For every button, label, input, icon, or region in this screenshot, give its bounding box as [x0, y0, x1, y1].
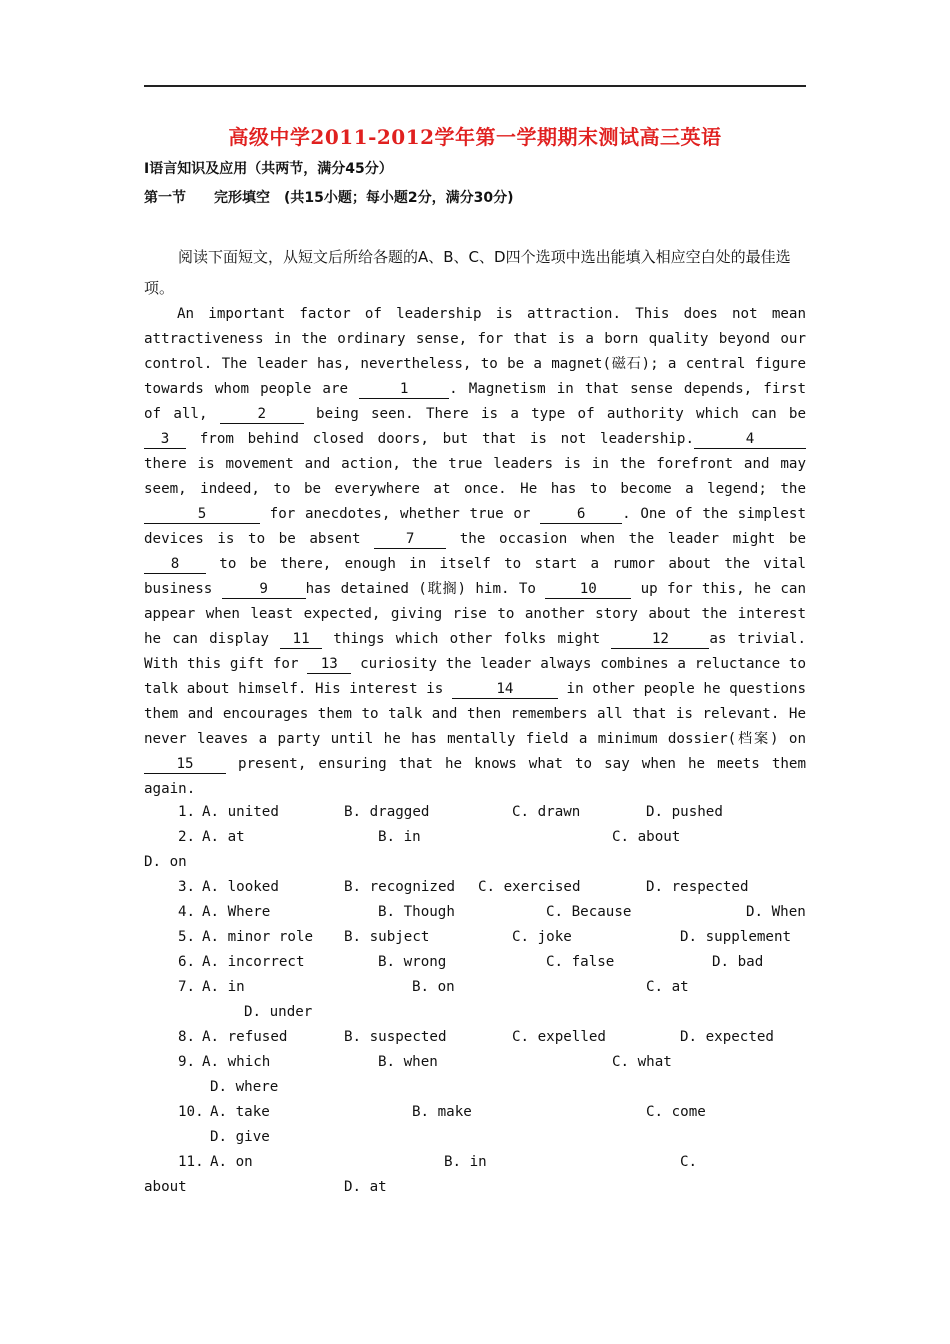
blank-7: 7	[374, 530, 446, 549]
option-d: D. bad	[712, 954, 764, 970]
option-c: C. at	[646, 979, 689, 995]
top-rule	[144, 85, 806, 87]
option-d: D. where	[210, 1079, 279, 1095]
option-d: D. under	[244, 1004, 313, 1020]
passage-text: present, ensuring that he knows what to say when he meets them again.	[144, 756, 806, 797]
question-number: 11.	[178, 1154, 204, 1170]
section-heading: I语言知识及应用（共两节，满分45分）	[144, 161, 393, 177]
passage-text: has detained (耽搁) him. To	[305, 581, 546, 597]
passage-text: for anecdotes, whether true or	[260, 506, 541, 522]
option-b: B. in	[444, 1154, 487, 1170]
option-c-text: about	[144, 1179, 187, 1195]
question-number: 7.	[178, 979, 196, 995]
option-d: D. supplement	[680, 929, 792, 945]
blank-10: 10	[545, 580, 631, 599]
passage-text: to be there, enough in itself to start a rumor about the vital business	[144, 556, 806, 597]
passage-text: there is movement and action, the true leaders is in the forefront and may seem, indeed, to be everywhere at once. He has to become a legend; the	[144, 456, 806, 497]
option-d: D. pushed	[646, 804, 723, 820]
passage-text: . Magnetism in that sense depends, first of all,	[144, 381, 807, 422]
option-a: A. refused	[202, 1029, 288, 1045]
option-b: B. dragged	[344, 804, 430, 820]
passage-text: as trivial. With this gift for	[144, 631, 806, 672]
blank-11: 11	[280, 630, 322, 649]
option-d: D. When	[746, 904, 806, 920]
passage-text: things which other folks might	[322, 631, 612, 647]
option-row-10	[144, 1100, 806, 1125]
option-b: B. make	[412, 1104, 472, 1120]
option-b: B. on	[412, 979, 455, 995]
option-a: A. which	[202, 1054, 271, 1070]
option-d: D. at	[344, 1179, 387, 1195]
passage-text: the occasion when the leader might be	[446, 531, 806, 547]
option-row-11-wrap	[144, 1175, 806, 1200]
passage-text: up for this, he can appear when least expected, giving rise to another story about the interest he can display	[144, 581, 806, 647]
option-c: C. joke	[512, 929, 572, 945]
option-row-6	[144, 950, 806, 975]
blank-5: 5	[144, 505, 260, 524]
question-number: 1.	[178, 804, 196, 820]
option-c: C. false	[546, 954, 615, 970]
option-d: D. on	[144, 854, 187, 870]
option-a: A. in	[202, 979, 245, 995]
passage-text: being seen. There is a type of authority which can be	[303, 406, 806, 422]
option-a: A. united	[202, 804, 279, 820]
option-a: A. Where	[202, 904, 271, 920]
question-number: 9.	[178, 1054, 196, 1070]
question-number: 5.	[178, 929, 196, 945]
option-b: B. subject	[344, 929, 430, 945]
passage-text: . One of the simplest devices is to be absent	[144, 506, 806, 547]
blank-12: 12	[611, 630, 709, 649]
option-b: B. Though	[378, 904, 455, 920]
option-row-2-wrap	[144, 850, 806, 875]
option-c: C. what	[612, 1054, 672, 1070]
options-list	[144, 800, 806, 1200]
option-c: C.	[680, 1154, 698, 1170]
option-a: A. on	[210, 1154, 253, 1170]
option-row-7	[144, 975, 806, 1000]
part-heading	[144, 187, 514, 207]
option-row-11	[144, 1150, 806, 1175]
question-number: 10.	[178, 1104, 204, 1120]
option-d: D. give	[210, 1129, 270, 1145]
option-b: B. wrong	[378, 954, 447, 970]
option-c: C. come	[646, 1104, 706, 1120]
question-number: 2.	[178, 829, 196, 845]
blank-6: 6	[540, 505, 622, 524]
option-a: A. minor role	[202, 929, 314, 945]
blank-14: 14	[452, 680, 558, 699]
option-b: B. in	[378, 829, 421, 845]
blank-2: 2	[220, 405, 304, 424]
option-a: A. take	[210, 1104, 270, 1120]
passage-text: An important factor of leadership is attraction. This does not mean attractiveness in the ordinary sense, for that is a born quality beyond our control. The leader has, nevertheless, to be a magnet(磁石); a central figure towards whom people are	[144, 306, 806, 397]
option-c: C. Because	[546, 904, 632, 920]
part-name: 完形填空	[214, 190, 270, 206]
option-d: D. expected	[680, 1029, 774, 1045]
part-info: (共15小题；每小题2分，满分30分)	[284, 190, 514, 206]
option-b: B. recognized	[344, 879, 456, 895]
option-row-9-wrap	[144, 1075, 806, 1100]
question-number: 8.	[178, 1029, 196, 1045]
option-row-3	[144, 875, 806, 900]
blank-1: 1	[359, 380, 449, 399]
option-d: D. respected	[646, 879, 749, 895]
option-row-5	[144, 925, 806, 950]
instructions: 阅读下面短文，从短文后所给各题的A、B、C、D四个选项中选出能填入相应空白处的最佳选项。	[144, 248, 791, 297]
option-a: A. incorrect	[202, 954, 305, 970]
question-number: 4.	[178, 904, 196, 920]
option-a: A. looked	[202, 879, 279, 895]
option-row-2	[144, 825, 806, 850]
cloze-passage	[144, 302, 806, 802]
blank-8: 8	[144, 555, 206, 574]
option-c: C. expelled	[512, 1029, 606, 1045]
blank-15: 15	[144, 755, 226, 774]
passage-text: from behind closed doors, but that is not leadership.	[186, 431, 694, 447]
option-c: C. about	[612, 829, 681, 845]
option-row-7-wrap	[144, 1000, 806, 1025]
blank-4: 4	[694, 430, 806, 449]
option-row-9	[144, 1050, 806, 1075]
part-label: 第一节	[144, 190, 186, 206]
passage-text: curiosity the leader always combines a reluctance to talk about himself. His interest is	[144, 656, 806, 697]
option-row-8	[144, 1025, 806, 1050]
question-number: 3.	[178, 879, 196, 895]
option-row-1	[144, 800, 806, 825]
blank-3: 3	[144, 430, 186, 449]
option-c: C. drawn	[512, 804, 581, 820]
option-b: B. suspected	[344, 1029, 447, 1045]
page-title: 高级中学2011-2012学年第一学期期末测试高三英语	[228, 125, 722, 149]
option-row-4	[144, 900, 806, 925]
option-a: A. at	[202, 829, 245, 845]
option-b: B. when	[378, 1054, 438, 1070]
question-number: 6.	[178, 954, 196, 970]
blank-13: 13	[307, 655, 351, 674]
option-row-10-wrap	[144, 1125, 806, 1150]
option-c: C. exercised	[478, 879, 581, 895]
blank-9: 9	[222, 580, 306, 599]
passage-text: in other people he questions them and encourages them to talk and then remembers all that is relevant. He never leaves a party until he has mentally field a minimum dossier(档案) on	[144, 681, 806, 747]
